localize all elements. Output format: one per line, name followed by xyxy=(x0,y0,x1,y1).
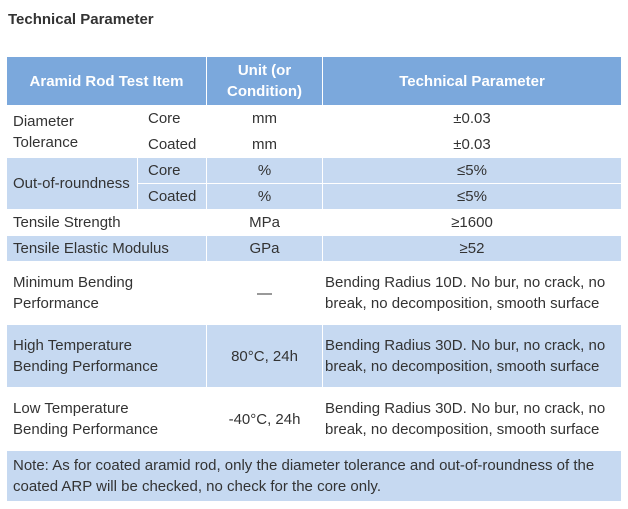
diameter-tolerance-label: Diameter Tolerance xyxy=(7,106,138,158)
tensile-strength-unit: MPa xyxy=(207,210,323,236)
technical-parameter-table xyxy=(6,56,622,502)
low-temp-bending-label: Low Temperature Bending Performance xyxy=(7,388,207,451)
table-row xyxy=(7,158,622,184)
header-test-item: Aramid Rod Test Item xyxy=(7,57,207,106)
table-row xyxy=(7,210,622,236)
table-header-row xyxy=(7,57,622,106)
table-row xyxy=(7,236,622,262)
roundness-core-unit: % xyxy=(207,158,323,184)
low-temp-bending-value: Bending Radius 30D. No bur, no crack, no break, no decomposition, smooth surface xyxy=(323,388,622,451)
table-row xyxy=(7,451,622,502)
high-temp-bending-unit: 80°C, 24h xyxy=(207,325,323,388)
table-row xyxy=(7,106,622,132)
roundness-coated-value: ≤5% xyxy=(323,184,622,210)
diameter-core-value: ±0.03 xyxy=(323,106,622,132)
min-bending-unit: — xyxy=(207,262,323,325)
min-bending-label: Minimum Bending Performance xyxy=(7,262,207,325)
diameter-coated-unit: mm xyxy=(207,132,323,158)
header-unit: Unit (or Condition) xyxy=(207,57,323,106)
diameter-core-unit: mm xyxy=(207,106,323,132)
tensile-modulus-unit: GPa xyxy=(207,236,323,262)
min-bending-value: Bending Radius 10D. No bur, no crack, no break, no decomposition, smooth surface xyxy=(323,262,622,325)
page-title: Technical Parameter xyxy=(8,11,154,28)
roundness-core-value: ≤5% xyxy=(323,158,622,184)
tensile-strength-label: Tensile Strength xyxy=(7,210,207,236)
high-temp-bending-label: High Temperature Bending Performance xyxy=(7,325,207,388)
roundness-coated-label: Coated xyxy=(138,184,207,210)
roundness-core-label: Core xyxy=(138,158,207,184)
out-of-roundness-label: Out-of-roundness xyxy=(7,158,138,210)
tensile-modulus-value: ≥52 xyxy=(323,236,622,262)
diameter-coated-label: Coated xyxy=(138,132,207,158)
tensile-modulus-label: Tensile Elastic Modulus xyxy=(7,236,207,262)
diameter-core-label: Core xyxy=(138,106,207,132)
roundness-coated-unit: % xyxy=(207,184,323,210)
low-temp-bending-unit: -40°C, 24h xyxy=(207,388,323,451)
header-technical-parameter: Technical Parameter xyxy=(323,57,622,106)
tensile-strength-value: ≥1600 xyxy=(323,210,622,236)
table-note: Note: As for coated aramid rod, only the diameter tolerance and out-of-roundness of the coated ARP will be checked, no check for the core only. xyxy=(7,451,622,502)
high-temp-bending-value: Bending Radius 30D. No bur, no crack, no break, no decomposition, smooth surface xyxy=(323,325,622,388)
table-row xyxy=(7,262,622,325)
table-row xyxy=(7,325,622,388)
diameter-coated-value: ±0.03 xyxy=(323,132,622,158)
table-row xyxy=(7,388,622,451)
